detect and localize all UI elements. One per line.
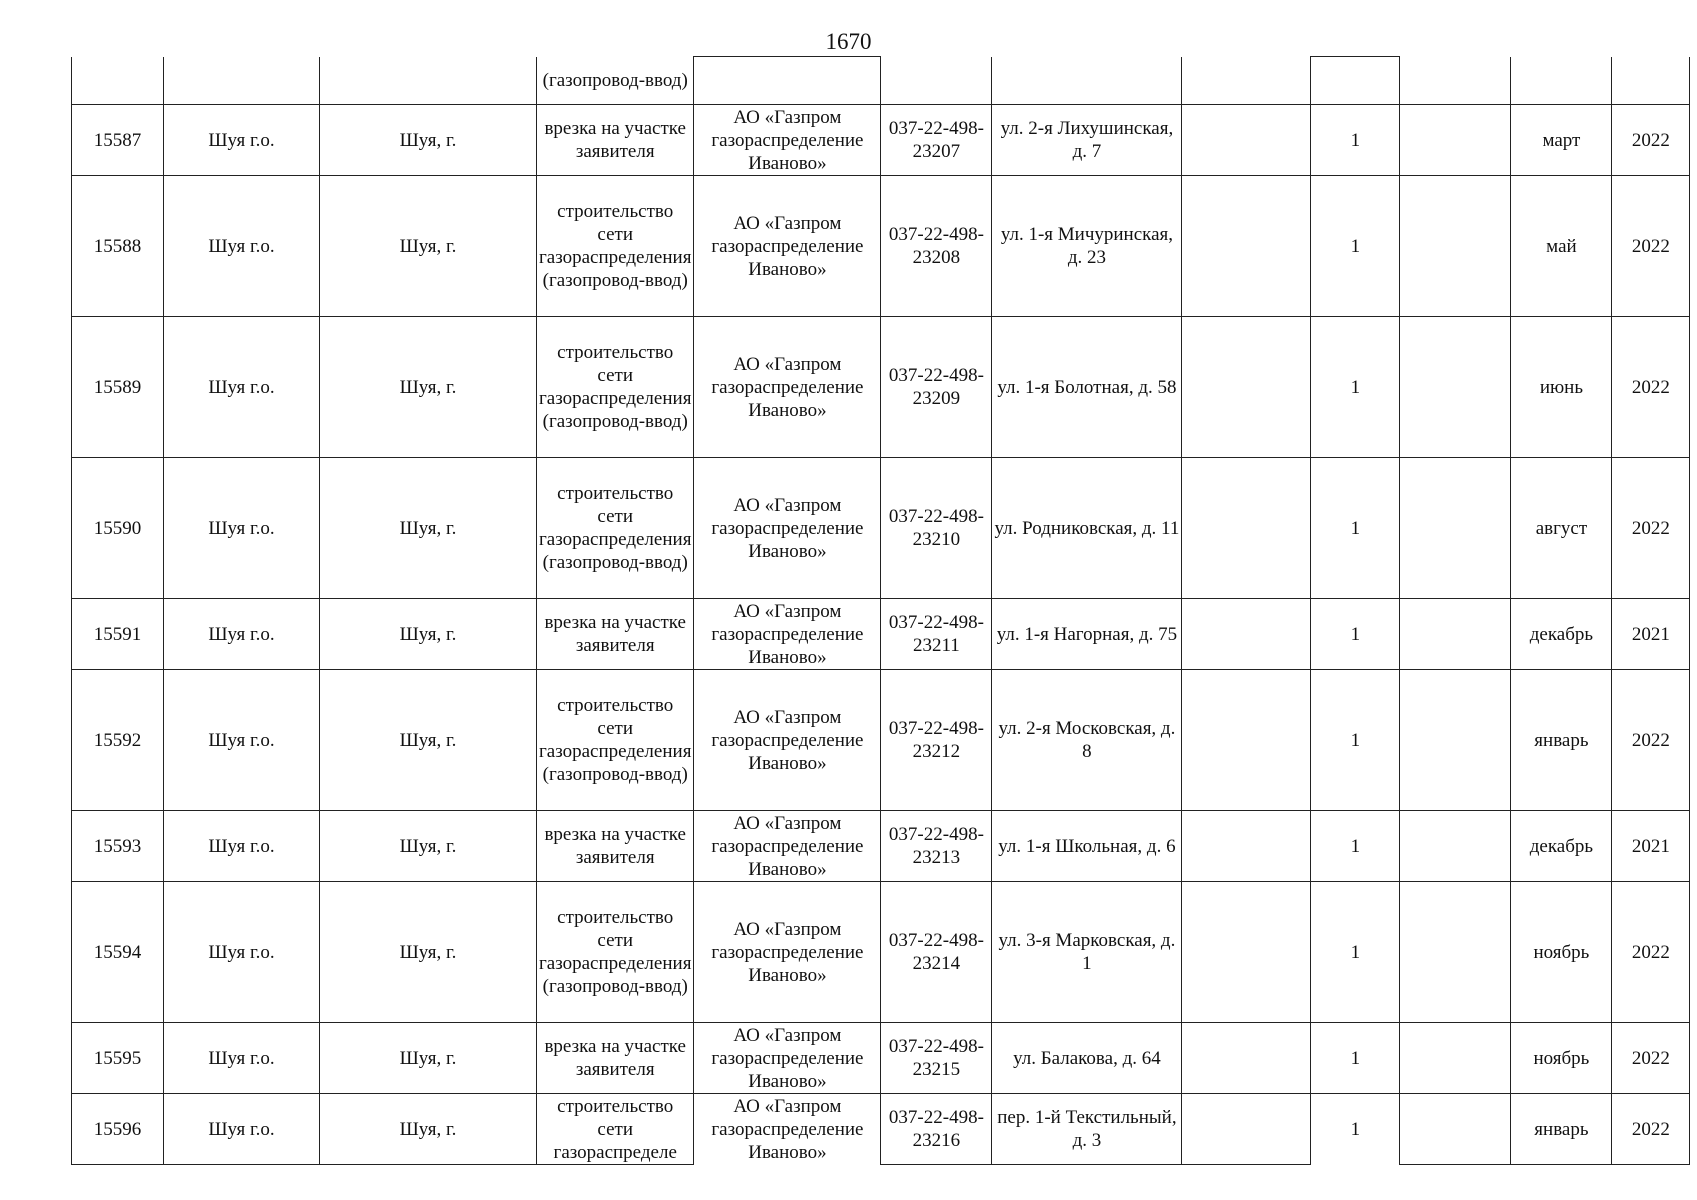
cell-extra-2 xyxy=(1400,57,1511,105)
cell-id: 15587 xyxy=(72,105,164,176)
cell-id: 15592 xyxy=(72,670,164,811)
cell-district xyxy=(164,57,320,105)
table-row xyxy=(72,670,1690,811)
cell-year: 2022 xyxy=(1612,1094,1690,1165)
cell-district: Шуя г.о. xyxy=(164,317,320,458)
cell-district: Шуя г.о. xyxy=(164,1023,320,1094)
cell-locality: Шуя, г. xyxy=(320,317,537,458)
cell-extra-2 xyxy=(1400,670,1511,811)
cell-id: 15589 xyxy=(72,317,164,458)
cell-extra-2 xyxy=(1400,317,1511,458)
cell-district: Шуя г.о. xyxy=(164,105,320,176)
cell-year: 2022 xyxy=(1612,882,1690,1023)
cell-id: 15595 xyxy=(72,1023,164,1094)
cell-extra xyxy=(1182,811,1311,882)
cell-code: 037-22-498-23215 xyxy=(881,1023,992,1094)
cell-month: январь xyxy=(1511,670,1612,811)
cell-district: Шуя г.о. xyxy=(164,458,320,599)
table-row xyxy=(72,1023,1690,1094)
table-row xyxy=(72,1094,1690,1165)
cell-district: Шуя г.о. xyxy=(164,670,320,811)
table-row xyxy=(72,458,1690,599)
cell-address: ул. 1-я Школьная, д. 6 xyxy=(992,811,1182,882)
cell-org: АО «Газпром газораспределение Иваново» xyxy=(694,1023,881,1094)
cell-year: 2022 xyxy=(1612,105,1690,176)
cell-extra xyxy=(1182,1023,1311,1094)
cell-extra-2 xyxy=(1400,105,1511,176)
cell-locality: Шуя, г. xyxy=(320,458,537,599)
cell-locality: Шуя, г. xyxy=(320,599,537,670)
cell-org xyxy=(694,57,881,105)
cell-work-type: врезка на участке заявителя xyxy=(537,105,694,176)
cell-id: 15588 xyxy=(72,176,164,317)
cell-org: АО «Газпром газораспределение Иваново» xyxy=(694,176,881,317)
cell-qty: 1 xyxy=(1311,1094,1400,1165)
cell-code: 037-22-498-23214 xyxy=(881,882,992,1023)
cell-code: 037-22-498-23210 xyxy=(881,458,992,599)
cell-extra-2 xyxy=(1400,1094,1511,1165)
cell-district: Шуя г.о. xyxy=(164,176,320,317)
cell-qty: 1 xyxy=(1311,317,1400,458)
table-row-continuation xyxy=(72,57,1690,105)
cell-id: 15593 xyxy=(72,811,164,882)
cell-id: 15591 xyxy=(72,599,164,670)
cell-district: Шуя г.о. xyxy=(164,811,320,882)
cell-extra xyxy=(1182,882,1311,1023)
cell-locality: Шуя, г. xyxy=(320,105,537,176)
cell-month: июнь xyxy=(1511,317,1612,458)
cell-id: 15596 xyxy=(72,1094,164,1165)
cell-extra xyxy=(1182,458,1311,599)
cell-org: АО «Газпром газораспределение Иваново» xyxy=(694,670,881,811)
cell-org: АО «Газпром газораспределение Иваново» xyxy=(694,105,881,176)
cell-district: Шуя г.о. xyxy=(164,1094,320,1165)
cell-extra xyxy=(1182,57,1311,105)
cell-qty: 1 xyxy=(1311,105,1400,176)
cell-locality: Шуя, г. xyxy=(320,176,537,317)
cell-year: 2022 xyxy=(1612,176,1690,317)
cell-locality: Шуя, г. xyxy=(320,1094,537,1165)
cell-month: ноябрь xyxy=(1511,882,1612,1023)
cell-year: 2022 xyxy=(1612,1023,1690,1094)
cell-code: 037-22-498-23216 xyxy=(881,1094,992,1165)
cell-work-type: строительство сети газораспределения (газопровод-ввод) xyxy=(537,176,694,317)
cell-extra-2 xyxy=(1400,458,1511,599)
cell-work-type: строительство сети газораспределения (газопровод-ввод) xyxy=(537,458,694,599)
cell-qty: 1 xyxy=(1311,670,1400,811)
table-row xyxy=(72,105,1690,176)
cell-qty: 1 xyxy=(1311,1023,1400,1094)
table-row xyxy=(72,882,1690,1023)
cell-locality: Шуя, г. xyxy=(320,811,537,882)
cell-district: Шуя г.о. xyxy=(164,882,320,1023)
cell-extra xyxy=(1182,176,1311,317)
cell-code xyxy=(881,57,992,105)
cell-month: январь xyxy=(1511,1094,1612,1165)
cell-month: март xyxy=(1511,105,1612,176)
cell-extra xyxy=(1182,1094,1311,1165)
cell-month: декабрь xyxy=(1511,811,1612,882)
cell-month xyxy=(1511,57,1612,105)
cell-locality: Шуя, г. xyxy=(320,1023,537,1094)
cell-qty: 1 xyxy=(1311,811,1400,882)
cell-work-type: врезка на участке заявителя xyxy=(537,1023,694,1094)
cell-year: 2022 xyxy=(1612,317,1690,458)
cell-address xyxy=(992,57,1182,105)
cell-work-type: (газопровод-ввод) xyxy=(537,57,694,105)
cell-work-type: строительство сети газораспределения (газопровод-ввод) xyxy=(537,317,694,458)
cell-extra xyxy=(1182,599,1311,670)
cell-extra xyxy=(1182,105,1311,176)
cell-locality: Шуя, г. xyxy=(320,882,537,1023)
table-row xyxy=(72,811,1690,882)
cell-month: ноябрь xyxy=(1511,1023,1612,1094)
cell-address: ул. 3-я Марковская, д. 1 xyxy=(992,882,1182,1023)
cell-locality xyxy=(320,57,537,105)
cell-year: 2021 xyxy=(1612,811,1690,882)
cell-org: АО «Газпром газораспределение Иваново» xyxy=(694,882,881,1023)
cell-work-type: строительство сети газораспределе xyxy=(537,1094,694,1165)
cell-extra-2 xyxy=(1400,811,1511,882)
cell-extra xyxy=(1182,317,1311,458)
cell-org: АО «Газпром газораспределение Иваново» xyxy=(694,458,881,599)
table-row xyxy=(72,176,1690,317)
cell-qty: 1 xyxy=(1311,882,1400,1023)
table-row xyxy=(72,317,1690,458)
cell-qty: 1 xyxy=(1311,599,1400,670)
cell-year: 2022 xyxy=(1612,670,1690,811)
cell-work-type: строительство сети газораспределения (газопровод-ввод) xyxy=(537,670,694,811)
cell-work-type: строительство сети газораспределения (газопровод-ввод) xyxy=(537,882,694,1023)
cell-month: декабрь xyxy=(1511,599,1612,670)
cell-year: 2022 xyxy=(1612,458,1690,599)
cell-address: пер. 1-й Текстильный, д. 3 xyxy=(992,1094,1182,1165)
cell-code: 037-22-498-23207 xyxy=(881,105,992,176)
cell-id: 15594 xyxy=(72,882,164,1023)
cell-code: 037-22-498-23211 xyxy=(881,599,992,670)
cell-address: ул. 1-я Мичуринская, д. 23 xyxy=(992,176,1182,317)
registry-table xyxy=(71,56,1690,1165)
table-row xyxy=(72,599,1690,670)
cell-extra-2 xyxy=(1400,599,1511,670)
cell-id: 15590 xyxy=(72,458,164,599)
cell-extra-2 xyxy=(1400,176,1511,317)
cell-code: 037-22-498-23208 xyxy=(881,176,992,317)
page-number: 1670 xyxy=(825,29,872,54)
cell-address: ул. 2-я Лихушинская, д. 7 xyxy=(992,105,1182,176)
cell-month: август xyxy=(1511,458,1612,599)
cell-qty: 1 xyxy=(1311,176,1400,317)
cell-year xyxy=(1612,57,1690,105)
cell-id xyxy=(72,57,164,105)
cell-extra xyxy=(1182,670,1311,811)
cell-address: ул. 2-я Московская, д. 8 xyxy=(992,670,1182,811)
cell-locality: Шуя, г. xyxy=(320,670,537,811)
cell-work-type: врезка на участке заявителя xyxy=(537,811,694,882)
cell-address: ул. 1-я Болотная, д. 58 xyxy=(992,317,1182,458)
cell-year: 2021 xyxy=(1612,599,1690,670)
cell-code: 037-22-498-23209 xyxy=(881,317,992,458)
cell-extra-2 xyxy=(1400,882,1511,1023)
cell-org: АО «Газпром газораспределение Иваново» xyxy=(694,1094,881,1165)
cell-extra-2 xyxy=(1400,1023,1511,1094)
cell-month: май xyxy=(1511,176,1612,317)
cell-code: 037-22-498-23213 xyxy=(881,811,992,882)
cell-qty: 1 xyxy=(1311,458,1400,599)
cell-org: АО «Газпром газораспределение Иваново» xyxy=(694,811,881,882)
cell-address: ул. Родниковская, д. 11 xyxy=(992,458,1182,599)
table-body xyxy=(72,57,1690,1165)
cell-org: АО «Газпром газораспределение Иваново» xyxy=(694,599,881,670)
cell-code: 037-22-498-23212 xyxy=(881,670,992,811)
cell-address: ул. Балакова, д. 64 xyxy=(992,1023,1182,1094)
cell-qty xyxy=(1311,57,1400,105)
cell-district: Шуя г.о. xyxy=(164,599,320,670)
cell-work-type: врезка на участке заявителя xyxy=(537,599,694,670)
cell-org: АО «Газпром газораспределение Иваново» xyxy=(694,317,881,458)
cell-address: ул. 1-я Нагорная, д. 75 xyxy=(992,599,1182,670)
